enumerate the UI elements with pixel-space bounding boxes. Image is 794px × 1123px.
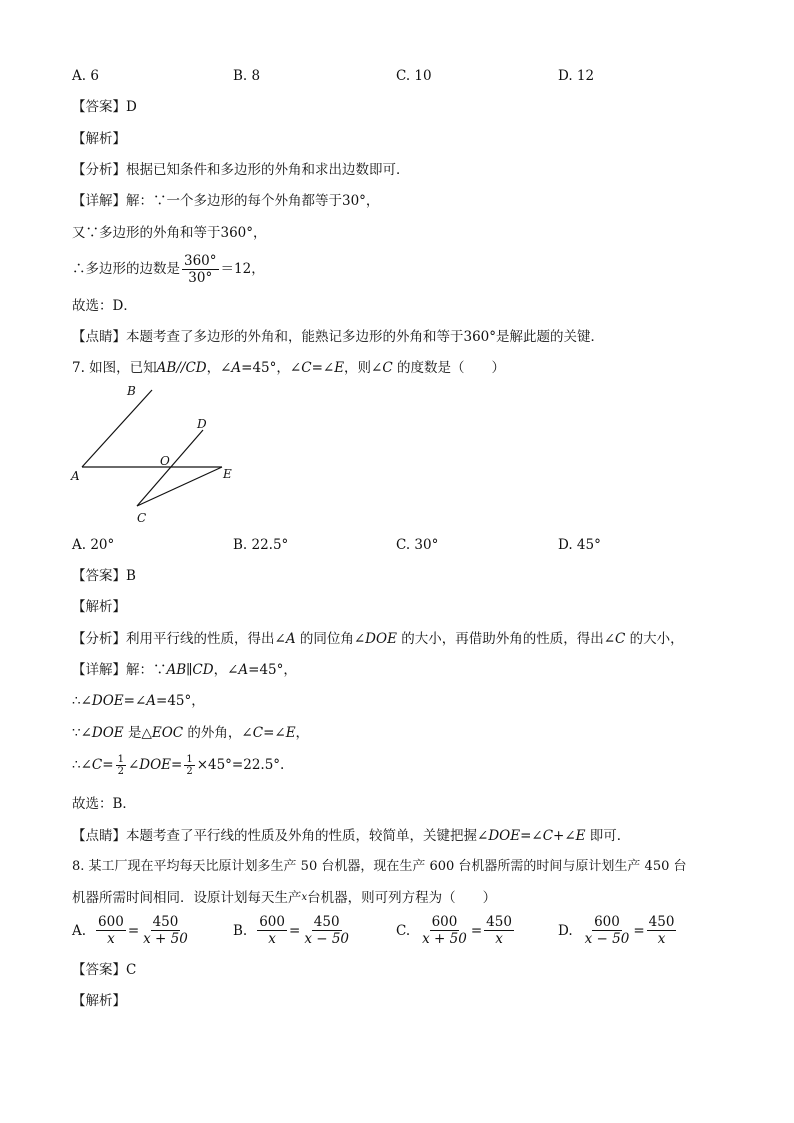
stem-text: 机器所需时间相同．设原计划每天生产 — [72, 890, 302, 906]
label-b: B — [127, 384, 136, 398]
xj-math: A — [238, 662, 249, 678]
stem-math: AB//CD — [156, 360, 207, 376]
q7-xiangjie-line3 — [72, 724, 309, 742]
dianjing-text: +∠ — [553, 828, 576, 844]
option-label: C. — [396, 922, 411, 939]
xj-text: =45°， — [156, 693, 205, 709]
q6-option-a: A. 6 — [72, 68, 99, 84]
q6-option-b: B. 8 — [233, 68, 261, 84]
fraction-numerator: 450 — [152, 914, 179, 930]
dianjing-math: E — [575, 828, 586, 844]
q7-option-b: B. 22.5° — [233, 537, 289, 553]
fenxi-text: 根据已知条件和多边形的外角和求出边数即可． — [126, 162, 410, 178]
stem-var: x — [301, 892, 308, 903]
option-label: A. — [72, 922, 87, 939]
stem-text: =∠ — [311, 360, 335, 376]
stem-text: 7. 如图，已知 — [72, 360, 157, 376]
xj-math: DOE — [91, 725, 124, 741]
answer-tag: 【答案】 — [72, 99, 126, 115]
q6-line2: 又∵多边形的外角和等于360°， — [72, 225, 267, 241]
xj-text: ∵∠ — [72, 725, 92, 741]
q6-choice: 故选：D． — [72, 298, 137, 314]
xj-text: 的外角，∠ — [183, 725, 253, 741]
option-label: D. — [558, 922, 573, 939]
stem-text: 台机器，则可列方程为（ ） — [307, 890, 497, 906]
q8-stem-line2 — [72, 889, 496, 907]
fraction-numerator: 360° — [184, 253, 217, 269]
line3-suffix: ＝12， — [220, 261, 265, 277]
q7-analysis-tag: 【解析】 — [72, 599, 126, 615]
q8-answer — [72, 961, 136, 979]
stem-math: C — [301, 360, 312, 376]
fraction-denominator: 2 — [186, 766, 193, 777]
dianjing-text: =∠ — [520, 828, 543, 844]
left-fraction — [583, 914, 632, 947]
q7-geometry-figure — [60, 378, 260, 528]
fraction-denominator: x — [495, 931, 503, 947]
fraction-numerator: 450 — [486, 914, 512, 930]
fraction-denominator: x — [657, 931, 666, 947]
fenxi-text: 利用平行线的性质，得出∠ — [126, 631, 286, 647]
q8-option-c — [396, 914, 516, 947]
q7-choice: 故选：B． — [72, 796, 136, 812]
q6-analysis-tag: 【解析】 — [72, 131, 126, 147]
q7-xiangjie-line1 — [72, 661, 297, 679]
xj-math: DOE — [139, 757, 171, 773]
answer-tag: 【答案】 — [72, 568, 126, 584]
line3-prefix: ∴多边形的边数是 — [72, 261, 180, 277]
q7-option-d: D. 45° — [558, 537, 601, 553]
fraction-numerator: 450 — [648, 914, 675, 930]
answer-tag: 【答案】 — [72, 962, 126, 978]
stem-math: E — [334, 360, 345, 376]
dianjing-text: 本题考查了平行线的性质及外角的性质，较简单，关键把握∠ — [126, 828, 489, 844]
q6-fraction — [182, 253, 219, 286]
q7-option-a: A. 20° — [72, 537, 115, 553]
right-fraction — [647, 914, 677, 947]
option-label: B. — [233, 922, 248, 939]
q7-answer — [72, 567, 136, 585]
segment-ab — [82, 390, 152, 467]
fraction-numerator: 600 — [98, 914, 124, 930]
stem-math: A — [231, 360, 242, 376]
label-c: C — [137, 511, 147, 525]
q7-xiangjie-line2 — [72, 692, 205, 710]
fraction-denominator: x + 50 — [422, 931, 467, 947]
dianjing-math: C — [542, 828, 554, 844]
fenxi-tag: 【分析】 — [72, 631, 126, 647]
q8-option-b — [233, 914, 353, 947]
xj-math: E — [285, 725, 296, 741]
answer-value: B — [126, 568, 136, 584]
xiangjie-text: 解：∵一个多边形的每个外角都等于30°， — [126, 193, 380, 209]
fenxi-math: C — [615, 631, 626, 647]
fraction-numerator: 450 — [313, 914, 340, 930]
fenxi-math: A — [285, 631, 296, 647]
fraction-denominator: x − 50 — [584, 931, 630, 947]
xj-text: 是△ — [123, 725, 152, 741]
answer-value: D — [126, 99, 137, 115]
q6-dianjing — [72, 328, 604, 346]
xj-text: =45°， — [248, 662, 297, 678]
q8-option-d — [558, 914, 678, 947]
label-d: D — [197, 417, 207, 431]
fraction-denominator: x + 50 — [143, 931, 188, 947]
xj-math: C — [91, 757, 103, 773]
xj-text: =∠ — [263, 725, 286, 741]
left-fraction — [96, 914, 126, 947]
dianjing-text: 本题考查了多边形的外角和，能熟记多边形的外角和等于360°是解此题的关键． — [126, 329, 605, 345]
right-fraction — [302, 914, 351, 947]
xj-text: ∴∠ — [72, 693, 92, 709]
fraction-numerator: 600 — [431, 914, 458, 930]
label-a: A — [71, 469, 80, 483]
q6-fenxi — [72, 161, 410, 179]
half-fraction — [184, 754, 194, 777]
xiangjie-tag: 【详解】 — [72, 662, 126, 678]
stem-text: ，∠ — [206, 360, 232, 376]
xj-math: AB — [166, 662, 187, 678]
xj-text: 解：∵ — [126, 662, 167, 678]
fenxi-tag: 【分析】 — [72, 162, 126, 178]
xj-text: ∴∠ — [72, 757, 92, 773]
left-fraction — [257, 914, 287, 947]
dianjing-tag: 【点睛】 — [72, 828, 126, 844]
q8-option-a — [72, 914, 192, 947]
fraction-numerator: 600 — [594, 914, 620, 930]
xj-text: ，∠ — [213, 662, 239, 678]
q8-analysis-tag: 【解析】 — [72, 993, 126, 1009]
q7-xiangjie-line4 — [72, 752, 284, 778]
fraction-denominator: 30° — [188, 270, 213, 286]
right-fraction — [484, 914, 514, 947]
xj-math: EOC — [151, 725, 184, 741]
fenxi-text: 的大小，再借助外角的性质，得出∠ — [396, 631, 616, 647]
answer-value: C — [126, 962, 137, 978]
dianjing-tag: 【点睛】 — [72, 329, 126, 345]
xj-text: ∠ — [127, 757, 140, 773]
label-o: O — [160, 454, 170, 468]
equals-sign: = — [289, 922, 301, 939]
label-e: E — [223, 467, 232, 481]
equals-sign: = — [633, 922, 645, 939]
stem-text: ，则∠ — [344, 360, 383, 376]
q6-line3 — [72, 252, 265, 286]
q7-fenxi — [72, 630, 684, 648]
xj-text: ， — [295, 725, 310, 741]
xj-math: A — [146, 693, 157, 709]
q6-answer — [72, 98, 137, 116]
q8-stem-line1: 8. 某工厂现在平均每天比原计划多生产 50 台机器，现在生产 600 台机器所需的时间与原计划生产 450 台 — [72, 859, 687, 874]
fraction-denominator: x − 50 — [304, 931, 349, 947]
half-fraction — [116, 754, 126, 777]
stem-text: 的度数是（ ） — [392, 360, 505, 376]
fraction-numerator: 1 — [117, 754, 124, 765]
equals-sign: = — [127, 922, 140, 939]
dianjing-text: 即可． — [585, 828, 631, 844]
xj-text: = — [102, 757, 114, 773]
equals-sign: = — [470, 922, 483, 939]
xj-math: CD — [192, 662, 214, 678]
fraction-numerator: 1 — [186, 754, 193, 765]
q7-stem — [72, 359, 505, 377]
stem-text: =45°，∠ — [241, 360, 302, 376]
segment-ce — [137, 467, 222, 506]
q6-option-c: C. 10 — [396, 68, 432, 84]
fraction-denominator: x — [107, 931, 115, 947]
stem-math: C — [382, 360, 393, 376]
xj-text: = — [171, 757, 183, 773]
q6-option-d: D. 12 — [558, 68, 595, 84]
fenxi-math: DOE — [365, 631, 397, 647]
xj-text: ∥ — [186, 662, 193, 678]
q6-xiangjie — [72, 192, 379, 210]
xj-math: DOE — [91, 693, 124, 709]
left-fraction — [420, 914, 469, 947]
fraction-numerator: 600 — [259, 914, 285, 930]
xiangjie-tag: 【详解】 — [72, 193, 126, 209]
dianjing-math: DOE — [488, 828, 521, 844]
xj-text: ×45°=22.5°. — [196, 757, 285, 773]
segment-cd — [137, 430, 203, 506]
q7-option-c: C. 30° — [396, 537, 439, 553]
q7-dianjing — [72, 827, 630, 845]
fraction-denominator: 2 — [117, 766, 124, 777]
right-fraction — [141, 914, 190, 947]
fenxi-text: 的同位角∠ — [295, 631, 366, 647]
fenxi-text: 的大小， — [625, 631, 684, 647]
xj-math: C — [252, 725, 264, 741]
xj-text: =∠ — [123, 693, 147, 709]
fraction-denominator: x — [268, 931, 276, 947]
